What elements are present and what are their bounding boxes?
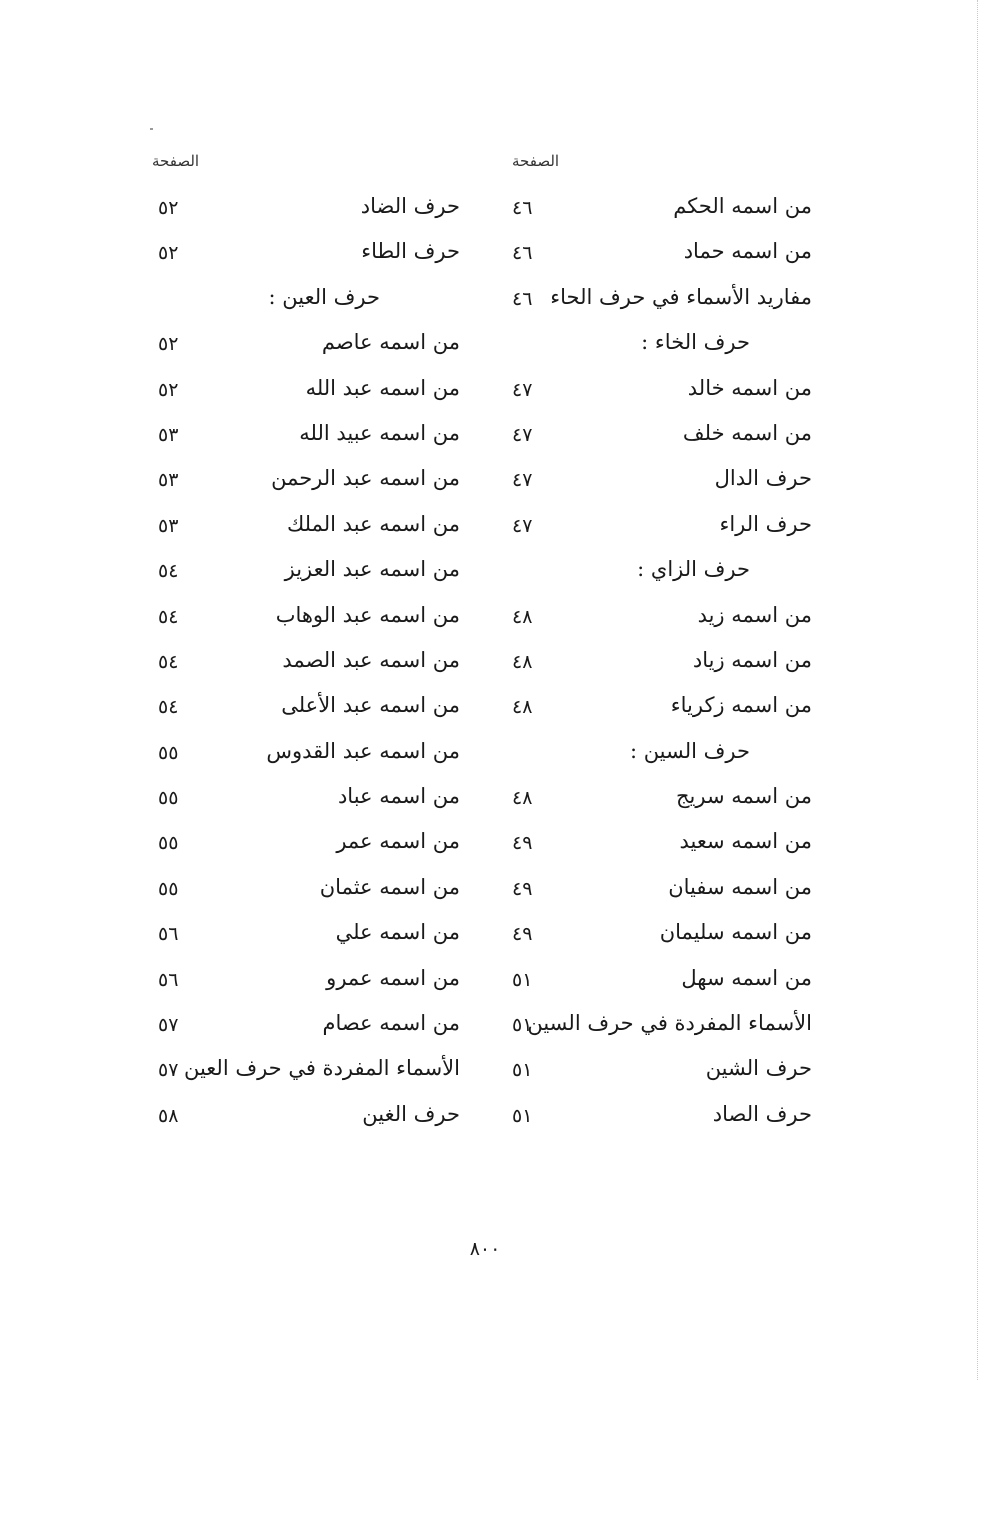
index-entry xyxy=(100,326,490,371)
index-entry xyxy=(100,962,490,1007)
entry-title: حرف العين : xyxy=(268,284,380,309)
entry-page-number: ٥٨ xyxy=(158,1104,179,1127)
index-entry xyxy=(100,644,490,689)
entry-page-number: ٥١ xyxy=(512,1014,533,1037)
entry-title: من اسمه عبيد الله xyxy=(299,420,460,445)
left-column-header: الصفحة xyxy=(152,152,200,170)
index-entry xyxy=(100,916,490,961)
entry-page-number: ٤٩ xyxy=(512,923,533,946)
entry-page-number: ٥٢ xyxy=(158,378,179,401)
index-entry xyxy=(100,417,490,462)
entry-page-number: ٤٩ xyxy=(512,832,533,855)
entry-title: حرف السين : xyxy=(629,738,750,763)
right-column-header: الصفحة xyxy=(512,152,560,170)
entry-page-number: ٥٤ xyxy=(158,560,179,583)
scan-edge-line xyxy=(977,0,978,1380)
entry-page-number: ٥٣ xyxy=(158,514,179,537)
entry-page-number: ٥٢ xyxy=(158,242,179,265)
index-entry xyxy=(100,1052,490,1097)
index-entry xyxy=(440,1007,830,1052)
entry-title: الأسماء المفردة في حرف السين xyxy=(527,1011,812,1036)
entry-page-number: ٥٤ xyxy=(158,696,179,719)
entry-title: من اسمه سفيان xyxy=(668,874,812,899)
entry-title: من اسمه عبد القدوس xyxy=(266,738,460,763)
entry-page-number: ٥١ xyxy=(512,1059,533,1082)
entry-page-number: ٥٣ xyxy=(158,423,179,446)
entry-page-number: ٥٦ xyxy=(158,923,179,946)
entry-title: حرف الشين xyxy=(705,1056,812,1081)
index-entry xyxy=(440,372,830,417)
index-entry xyxy=(440,281,830,326)
page-number: ٨٠٠ xyxy=(469,1238,501,1260)
index-entry xyxy=(100,508,490,553)
entry-title: حرف الغين xyxy=(362,1101,460,1126)
entry-title: من اسمه عصام xyxy=(322,1011,460,1036)
entry-title: حرف الزاي : xyxy=(637,557,750,582)
index-entry xyxy=(440,825,830,870)
entry-page-number: ٥٦ xyxy=(158,968,179,991)
entry-title: الأسماء المفردة في حرف العين xyxy=(183,1056,460,1081)
right-index-column xyxy=(440,190,830,1143)
index-entry xyxy=(440,780,830,825)
scan-speck xyxy=(150,128,153,130)
index-entry xyxy=(100,235,490,280)
index-entry xyxy=(100,372,490,417)
entry-page-number: ٥٧ xyxy=(158,1014,179,1037)
entry-title: من اسمه خلف xyxy=(682,420,812,445)
entry-page-number: ٥٤ xyxy=(158,605,179,628)
entry-title: من اسمه علي xyxy=(335,920,460,945)
entry-title: حرف الضاد xyxy=(360,194,460,218)
entry-title: من اسمه زياد xyxy=(692,647,812,672)
entry-page-number: ٤٨ xyxy=(512,696,533,719)
entry-title: حرف الراء xyxy=(719,511,812,536)
index-section-heading xyxy=(440,326,830,371)
entry-page-number: ٤٧ xyxy=(512,514,533,537)
entry-page-number: ٥٤ xyxy=(158,650,179,673)
index-entry xyxy=(100,1098,490,1143)
index-entry xyxy=(440,417,830,462)
index-section-heading xyxy=(440,553,830,598)
entry-title: من اسمه خالد xyxy=(687,375,812,400)
entry-page-number: ٤٧ xyxy=(512,378,533,401)
index-entry xyxy=(100,599,490,644)
index-entry xyxy=(100,871,490,916)
entry-title: من اسمه عبد الصمد xyxy=(282,647,460,672)
entry-page-number: ٥٣ xyxy=(158,469,179,492)
index-entry xyxy=(440,1098,830,1143)
entry-page-number: ٤٨ xyxy=(512,605,533,628)
entry-title: من اسمه سريج xyxy=(676,784,812,809)
index-entry xyxy=(100,1007,490,1052)
index-entry xyxy=(440,235,830,280)
entry-title: حرف الدال xyxy=(714,466,812,491)
entry-title: من اسمه عبد الرحمن xyxy=(271,466,460,491)
entry-title: من اسمه زكرياء xyxy=(670,693,812,718)
entry-page-number: ٥١ xyxy=(512,1104,533,1127)
index-entry xyxy=(100,825,490,870)
index-entry xyxy=(100,462,490,507)
entry-page-number: ٥٢ xyxy=(158,197,179,219)
entry-title: من اسمه حماد xyxy=(683,239,812,264)
entry-page-number: ٤٦ xyxy=(512,242,533,265)
entry-page-number: ٥٧ xyxy=(158,1059,179,1082)
entry-page-number: ٥٥ xyxy=(158,741,179,764)
entry-page-number: ٤٦ xyxy=(512,197,533,219)
index-entry xyxy=(440,916,830,961)
entry-title: من اسمه عمرو xyxy=(326,965,460,990)
index-entry xyxy=(440,962,830,1007)
entry-page-number: ٤٧ xyxy=(512,423,533,446)
index-entry xyxy=(440,190,830,235)
entry-title: من اسمه سهل xyxy=(681,965,812,990)
entry-title: من اسمه عثمان xyxy=(319,874,460,899)
index-section-heading xyxy=(440,735,830,780)
index-entry xyxy=(440,644,830,689)
entry-title: من اسمه عبد الأعلى xyxy=(281,693,460,718)
entry-page-number: ٥٥ xyxy=(158,877,179,900)
index-entry xyxy=(100,735,490,780)
entry-title: من اسمه عاصم xyxy=(321,330,460,355)
index-entry xyxy=(100,553,490,598)
entry-title: من اسمه عبد العزيز xyxy=(284,557,460,582)
entry-page-number: ٤٨ xyxy=(512,787,533,810)
entry-title: من اسمه عمر xyxy=(336,829,460,854)
entry-title: من اسمه عباد xyxy=(337,784,460,809)
index-entry xyxy=(440,1052,830,1097)
entry-title: حرف الصاد xyxy=(712,1101,812,1126)
index-entry xyxy=(440,508,830,553)
entry-page-number: ٤٧ xyxy=(512,469,533,492)
entry-page-number: ٤٦ xyxy=(512,287,533,310)
entry-title: من اسمه عبد الملك xyxy=(286,511,460,536)
entry-page-number: ٥٥ xyxy=(158,787,179,810)
entry-page-number: ٤٩ xyxy=(512,877,533,900)
entry-page-number: ٥١ xyxy=(512,968,533,991)
entry-title: مفاريد الأسماء في حرف الحاء xyxy=(550,284,812,309)
entry-title: من اسمه سعيد xyxy=(679,829,812,854)
index-entry xyxy=(440,462,830,507)
entry-title: من اسمه عبد الوهاب xyxy=(275,602,460,627)
index-entry xyxy=(100,689,490,734)
index-entry xyxy=(100,780,490,825)
entry-title: من اسمه الحكم xyxy=(673,194,812,218)
entry-page-number: ٥٢ xyxy=(158,333,179,356)
left-index-column xyxy=(100,190,490,1143)
entry-page-number: ٥٥ xyxy=(158,832,179,855)
entry-title: حرف الطاء xyxy=(361,239,460,264)
index-entry xyxy=(440,689,830,734)
entry-title: حرف الخاء : xyxy=(641,330,750,355)
entry-title: من اسمه عبد الله xyxy=(305,375,460,400)
entry-title: من اسمه زيد xyxy=(697,602,812,627)
entry-title: من اسمه سليمان xyxy=(659,920,812,945)
index-entry xyxy=(440,599,830,644)
index-section-heading xyxy=(100,281,490,326)
entry-page-number: ٤٨ xyxy=(512,650,533,673)
index-entry xyxy=(100,190,490,235)
index-entry xyxy=(440,871,830,916)
